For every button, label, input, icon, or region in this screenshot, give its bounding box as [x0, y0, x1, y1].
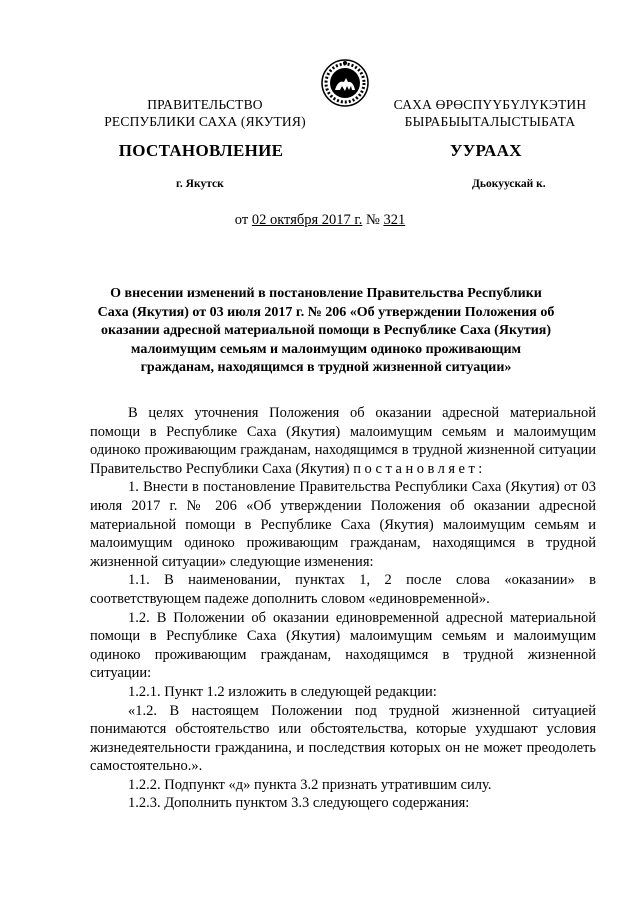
paragraph-3: 1.1. В наименовании, пунктах 1, 2 после слова «оказании» в соответствующем падеже дополнить словом «единовременной».: [90, 572, 596, 607]
header-right-line2: БЫРАБЫЫТАЛЫСТЫБАТА: [404, 114, 576, 129]
number-prefix: №: [362, 212, 384, 228]
paragraph-4: 1.2. В Положении об оказании единовременной адресной материальной помощи в Республике Саха (Якутия) малоимущим семьям и малоимущим одиноко проживающим гражданам, находящимся в трудной жизненной ситуации:: [90, 609, 596, 682]
document-body: [90, 404, 596, 813]
document-date: 02 октября 2017 г.: [251, 212, 363, 228]
date-line: [0, 212, 640, 229]
date-prefix: от: [234, 212, 252, 228]
doc-type-right: УУРААХ: [450, 141, 522, 160]
header-right-line1: САХА ӨРӨСПҮҮБҮЛҮКЭТИН: [393, 97, 587, 112]
paragraph-1-text: В целях уточнения Положения об оказании адресной материальной помощи в Республике Саха (Якутия) малоимущим семьям и малоимущим одиноко проживающим гражданам, находящимся в трудной жизненной ситуации Правительство Республики Саха (Якутия): [90, 405, 596, 477]
header-left: [100, 96, 310, 130]
header-left-line2: РЕСПУБЛИКИ САХА (ЯКУТИЯ): [104, 114, 306, 129]
paragraph-7: 1.2.2. Подпункт «д» пункта 3.2 признать утратившим силу.: [128, 776, 492, 793]
paragraph-8: 1.2.3. Дополнить пунктом 3.3 следующего содержания:: [128, 795, 470, 812]
paragraph-6: «1.2. В настоящем Положении под трудной жизненной ситуацией понимаются обстоятельство или обстоятельства, которые ухудшают условия жизнедеятельности гражданина, и последствия которых он не может преодолеть самостоятельно.».: [90, 702, 596, 775]
resolve-word: постановляет:: [353, 460, 486, 477]
paragraph-1: [90, 404, 596, 478]
document-title: О внесении изменений в постановление Правительства Республики Саха (Якутия) от 03 июля 2017 г. № 206 «Об утверждении Положения об оказании адресной материальной помощи в Республике Саха (Якутия) малоимущим семьям и малоимущим одиноко проживающим гражданам, находящимся в трудной жизненной ситуации»: [97, 286, 555, 375]
header-left-line1: ПРАВИТЕЛЬСТВО: [147, 97, 263, 112]
city-left: г. Якутск: [176, 178, 224, 190]
paragraph-5: 1.2.1. Пункт 1.2 изложить в следующей редакции:: [128, 683, 437, 700]
doc-type-left: ПОСТАНОВЛЕНИЕ: [118, 141, 284, 160]
paragraph-2: 1. Внести в постановление Правительства Республики Саха (Якутия) от 03 июля 2017 г. № 206 «Об утверждении Положения об оказании адресной материальной помощи в Республике Саха (Якутия) малоимущим семьям и малоимущим одиноко проживающим гражданам, находящимся в трудной жизненной ситуации» следующие изменения:: [90, 479, 596, 570]
city-right: Дьокуускай к.: [472, 178, 546, 190]
header-right: [370, 96, 610, 130]
coat-of-arms-emblem-icon: [320, 58, 370, 108]
document-number: 321: [383, 212, 406, 228]
